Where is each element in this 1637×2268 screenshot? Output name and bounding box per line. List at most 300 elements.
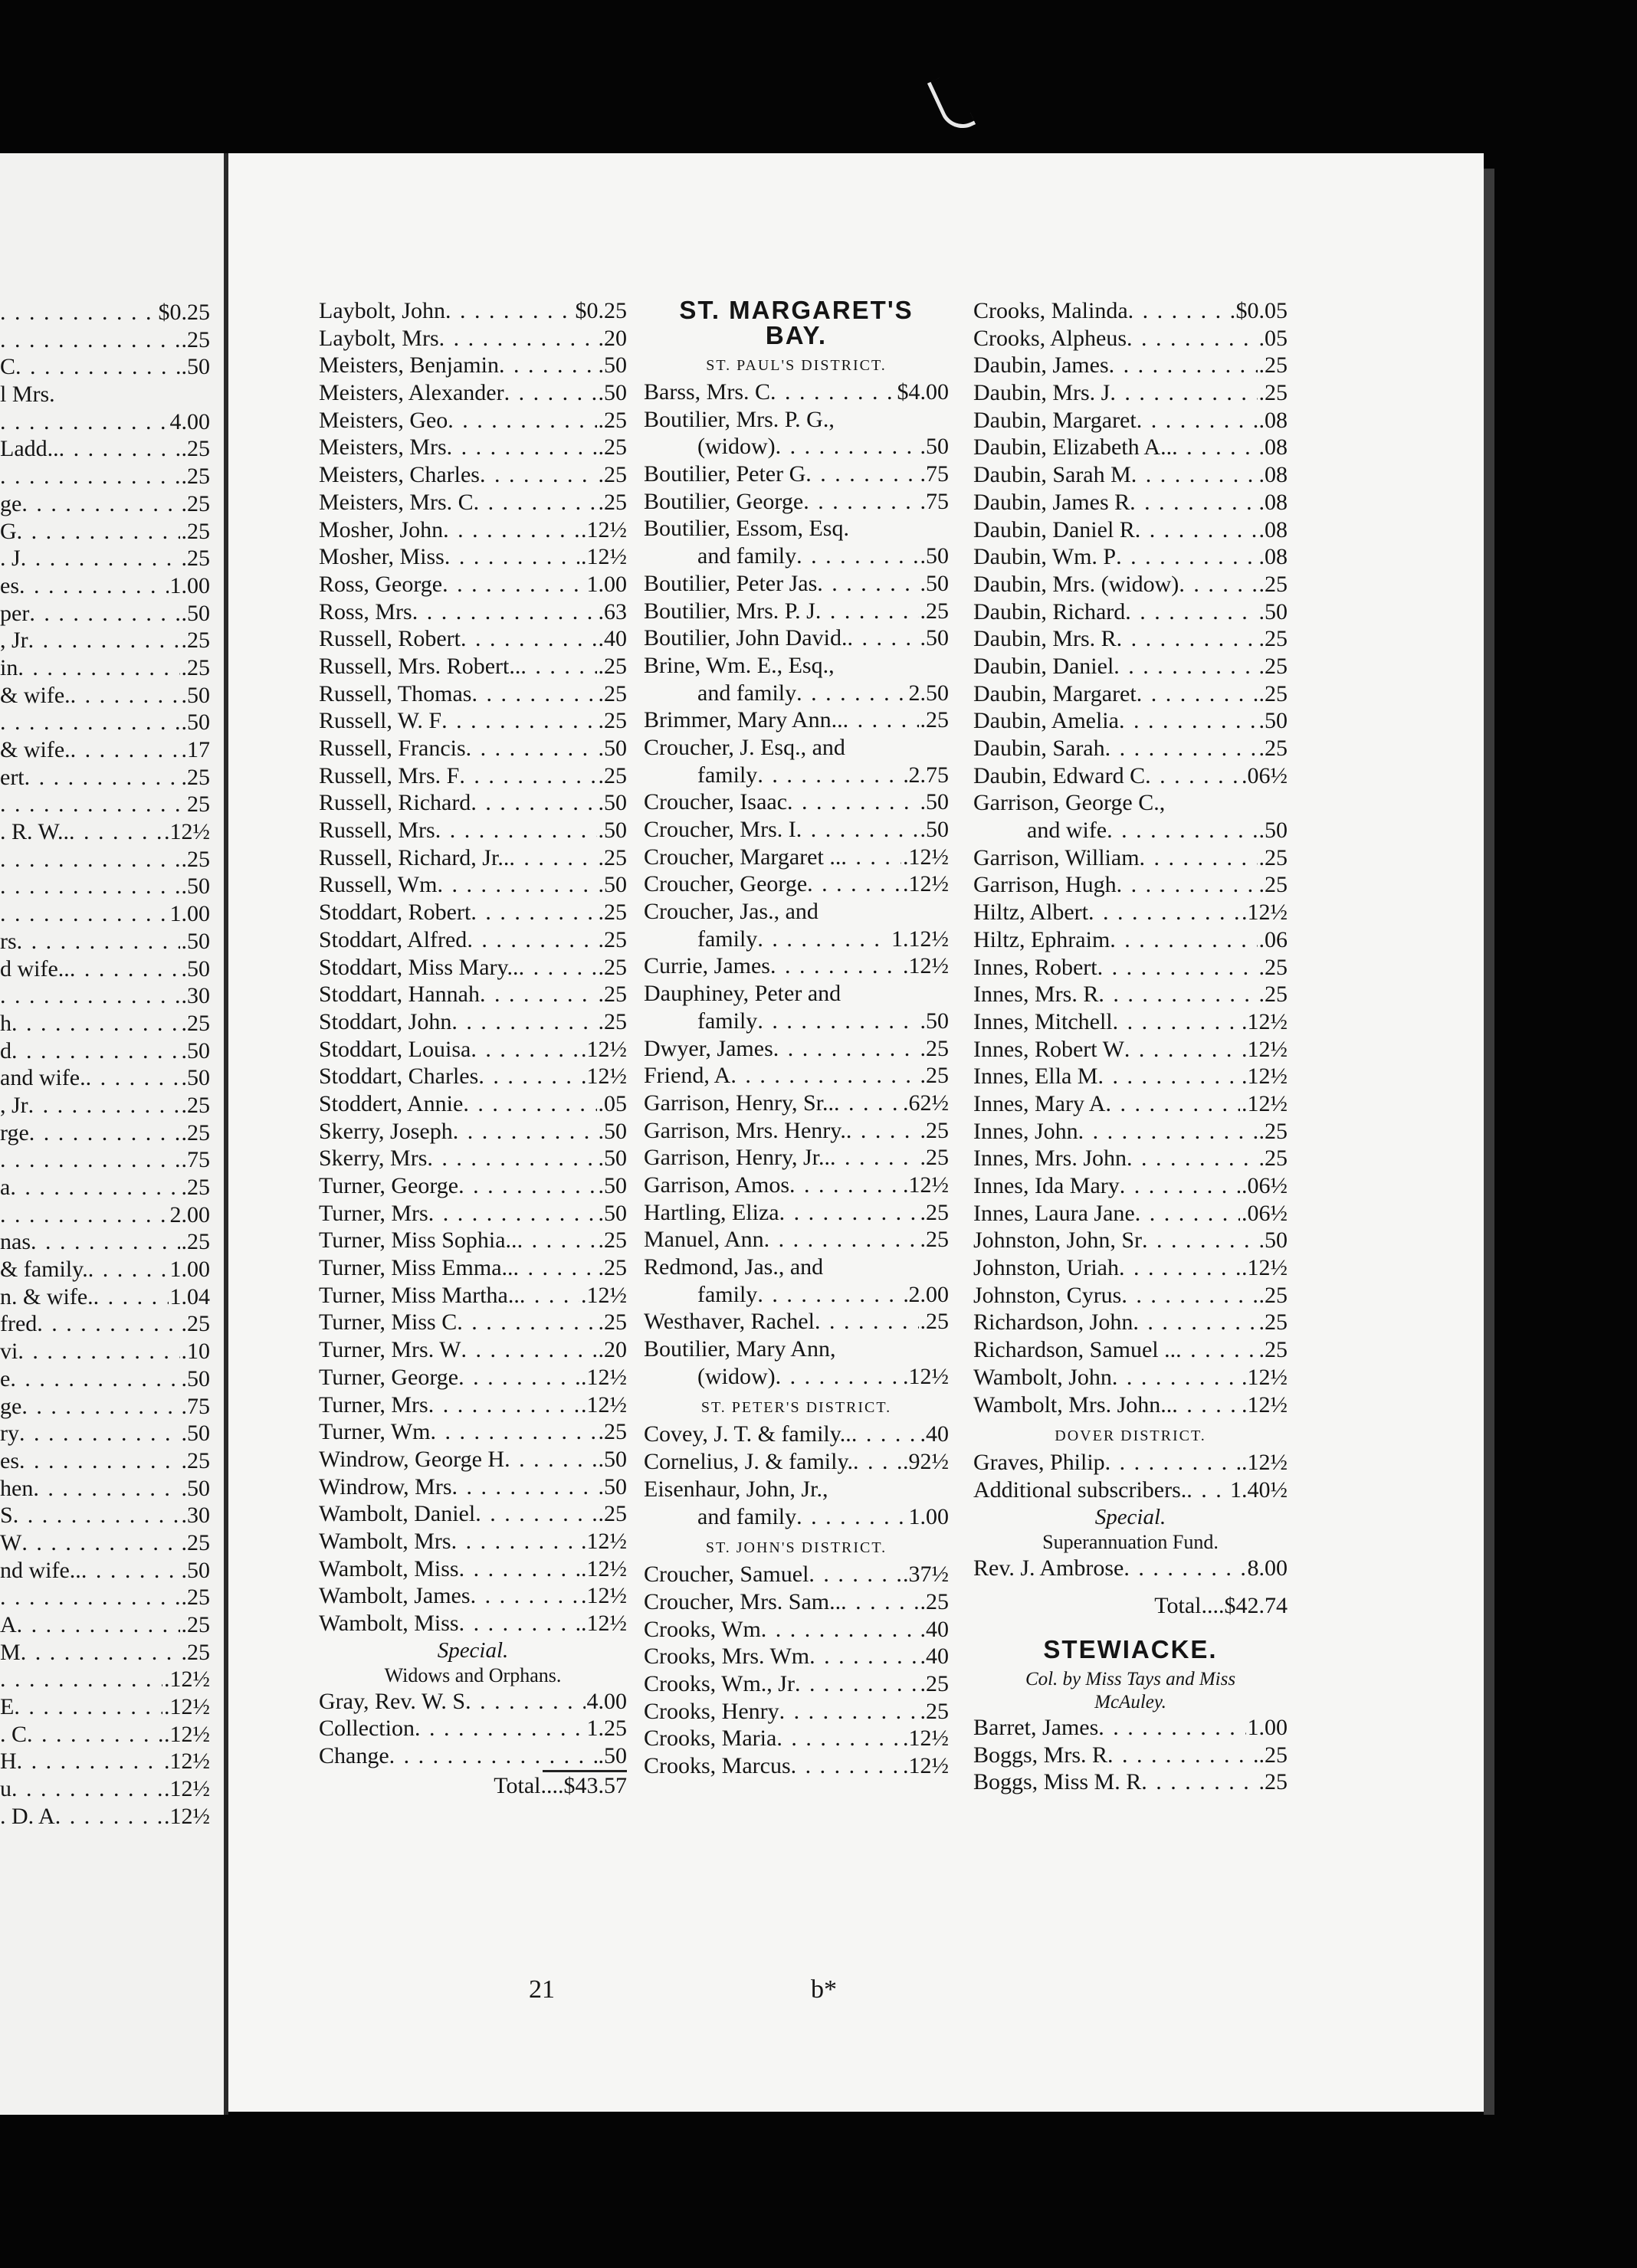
entry-amount: .08 xyxy=(1258,489,1288,515)
entry-name: Friend, A xyxy=(644,1063,731,1089)
list-item xyxy=(319,899,627,926)
entry-name: family xyxy=(697,926,758,952)
entry-name: Daubin, Margaret xyxy=(973,407,1137,433)
entry-amount: .40 xyxy=(598,626,627,652)
entry-name: Crooks, Maria xyxy=(644,1726,777,1752)
list-item xyxy=(644,1698,949,1726)
list-item xyxy=(0,1201,210,1229)
entry-amount: .50 xyxy=(920,817,949,842)
entry-name: Ladd.. xyxy=(0,436,59,462)
entry-amount: .50 xyxy=(181,354,210,380)
entry-amount: .25 xyxy=(181,1010,210,1036)
entry-name: Ross, George xyxy=(319,571,443,597)
leader-dots xyxy=(451,1528,579,1555)
leader-dots xyxy=(480,461,597,489)
leader-dots xyxy=(809,1561,901,1588)
leader-dots xyxy=(19,1447,180,1475)
total-amount: $43.57 xyxy=(563,1772,627,1798)
leader-dots xyxy=(1135,516,1258,544)
entry-amount: .12½ xyxy=(164,1721,210,1747)
entry-name: Meisters, Alexander xyxy=(319,380,504,406)
entry-name: M xyxy=(0,1639,21,1665)
leader-dots xyxy=(21,545,180,572)
leader-dots xyxy=(457,1309,596,1336)
leader-dots xyxy=(445,297,574,325)
entry-name: Innes, Ida Mary xyxy=(973,1173,1120,1198)
entry-amount: 1.00 xyxy=(169,1257,210,1283)
entry-name: Turner, George xyxy=(319,1173,459,1198)
entry-amount: .25 xyxy=(1258,1769,1288,1795)
entry-amount: .12½ xyxy=(164,1749,210,1775)
list-item xyxy=(319,653,627,680)
column-3 xyxy=(973,297,1288,1796)
entry-name: Stoddart, Louisa xyxy=(319,1036,471,1062)
leader-dots xyxy=(28,1092,180,1119)
entry-name: Innes, John xyxy=(973,1118,1078,1144)
list-item xyxy=(0,1803,210,1830)
entry-amount: .30 xyxy=(181,983,210,1009)
right-page xyxy=(228,153,1484,2112)
leader-dots xyxy=(17,1611,180,1639)
entry-amount: .50 xyxy=(920,434,949,460)
entry-amount: .08 xyxy=(1258,407,1288,433)
entry-amount: .30 xyxy=(181,1503,210,1529)
total-line xyxy=(973,1592,1288,1620)
leader-dots xyxy=(71,682,180,710)
ink-blot-mark xyxy=(927,72,976,136)
stewiacke-heading: STEWIACKE. xyxy=(1043,1634,1218,1663)
list-item xyxy=(973,762,1288,790)
list-item xyxy=(973,461,1288,489)
entry-amount: .92½ xyxy=(903,1449,949,1475)
list-item xyxy=(0,381,210,408)
list-item xyxy=(973,434,1288,461)
entry-amount: .50 xyxy=(598,1173,627,1198)
entry-name: Turner, Miss Martha.. xyxy=(319,1282,520,1308)
leader-dots xyxy=(1140,844,1258,872)
list-item xyxy=(0,490,210,518)
collector-note: Col. by Miss Tays and Miss McAuley. xyxy=(1025,1668,1236,1712)
leader-dots xyxy=(0,900,169,928)
leader-dots xyxy=(0,299,157,326)
leader-dots xyxy=(10,1174,179,1201)
entry-name: Croucher, Samuel xyxy=(644,1562,809,1588)
column-3-entries xyxy=(973,297,1288,1418)
entry-name: Boutilier, Mrs. P. J xyxy=(644,598,815,624)
entry-amount: .40 xyxy=(920,1421,949,1447)
list-item xyxy=(319,1688,627,1716)
list-item xyxy=(644,1476,949,1503)
list-item xyxy=(973,1036,1288,1064)
list-item xyxy=(0,600,210,628)
list-item xyxy=(319,1528,627,1555)
entry-amount: $0.05 xyxy=(1235,298,1288,323)
entry-amount: 1.00 xyxy=(586,571,627,597)
column-1 xyxy=(319,297,627,1799)
entry-amount: 1.00 xyxy=(169,901,210,927)
leader-dots xyxy=(453,1118,597,1145)
leader-dots xyxy=(59,435,180,463)
entry-amount: .50 xyxy=(920,543,949,569)
leader-dots xyxy=(1117,625,1258,653)
list-item xyxy=(0,1119,210,1147)
entry-name: Russell, Thomas xyxy=(319,680,472,706)
entry-name: C xyxy=(0,354,16,380)
leader-dots xyxy=(441,707,596,735)
entry-amount: .12½ xyxy=(903,844,949,870)
entry-name: Innes, Mrs. R xyxy=(973,982,1099,1008)
leader-dots xyxy=(1114,653,1257,680)
leader-dots xyxy=(0,463,180,490)
list-item xyxy=(644,1008,949,1035)
entry-name: Innes, Robert xyxy=(973,954,1097,980)
list-item xyxy=(0,299,210,326)
entry-amount: .25 xyxy=(181,1639,210,1665)
list-item xyxy=(319,1036,627,1064)
list-item xyxy=(319,1582,627,1610)
entry-amount: .50 xyxy=(920,625,949,651)
entry-name: Croucher, Mrs. I xyxy=(644,817,796,842)
entry-amount: .50 xyxy=(181,1065,210,1091)
entry-name: . R. W.. xyxy=(0,819,70,845)
entry-amount: .25 xyxy=(181,1585,210,1611)
list-item xyxy=(319,1391,627,1419)
leader-dots xyxy=(0,846,180,873)
list-item xyxy=(644,1172,949,1199)
list-item xyxy=(644,1117,949,1145)
list-item xyxy=(0,1393,210,1421)
list-item xyxy=(319,1254,627,1282)
list-item xyxy=(319,1500,627,1528)
entry-amount: .25 xyxy=(920,598,949,624)
entry-name: Daubin, Mrs. R xyxy=(973,626,1117,652)
list-item xyxy=(973,817,1288,844)
entry-amount: .50 xyxy=(181,710,210,736)
entry-amount: .50 xyxy=(181,1037,210,1064)
entry-amount: .20 xyxy=(598,1337,627,1363)
list-item xyxy=(0,846,210,873)
list-item xyxy=(973,1555,1288,1582)
list-item xyxy=(0,1420,210,1447)
list-item xyxy=(319,1200,627,1227)
list-item xyxy=(644,1281,949,1309)
list-item xyxy=(0,1146,210,1174)
entry-amount: $0.25 xyxy=(158,300,210,325)
list-item xyxy=(0,1748,210,1775)
entry-name: Meisters, Benjamin xyxy=(319,352,499,379)
list-item xyxy=(973,1118,1288,1145)
entry-name: Change xyxy=(319,1743,389,1769)
list-item xyxy=(319,1118,627,1145)
list-item xyxy=(0,682,210,710)
entry-amount: .25 xyxy=(1258,1742,1288,1768)
list-item xyxy=(0,982,210,1010)
entry-amount: .12½ xyxy=(581,1611,627,1636)
entry-amount: .25 xyxy=(920,1063,949,1089)
list-item xyxy=(0,1283,210,1311)
leader-dots xyxy=(471,789,596,817)
entry-amount: .12½ xyxy=(1242,1008,1288,1034)
entry-name: Russell, W. F xyxy=(319,708,442,734)
entry-amount: .75 xyxy=(920,461,949,487)
leader-dots xyxy=(513,1254,597,1282)
list-item xyxy=(973,1254,1288,1282)
entry-name: Eisenhaur, John, Jr., xyxy=(644,1476,828,1502)
leader-dots xyxy=(499,352,597,379)
entry-name: Garrison, Hugh xyxy=(973,872,1117,898)
entry-amount: .25 xyxy=(181,326,210,352)
leader-dots xyxy=(817,570,918,598)
entry-amount: .62½ xyxy=(903,1090,949,1116)
list-item xyxy=(644,980,949,1008)
entry-amount: .75 xyxy=(181,1147,210,1173)
list-item xyxy=(0,900,210,928)
entry-amount: .25 xyxy=(598,708,627,734)
list-item xyxy=(319,817,627,844)
list-item xyxy=(973,1449,1288,1476)
leader-dots xyxy=(847,624,918,652)
leader-dots xyxy=(442,571,585,598)
leader-dots xyxy=(28,627,180,654)
entry-amount: .25 xyxy=(1258,1337,1288,1363)
list-item xyxy=(319,1309,627,1336)
leader-dots xyxy=(445,543,579,571)
entry-name: Rev. J. Ambrose xyxy=(973,1555,1124,1581)
entry-name: Laybolt, John xyxy=(319,298,445,323)
leader-dots xyxy=(11,1775,162,1803)
page-edge-shadow xyxy=(1484,169,1494,2115)
entry-amount: .12½ xyxy=(581,1583,627,1609)
entry-amount: 1.12½ xyxy=(891,926,949,952)
left-page-column xyxy=(0,299,210,1830)
list-item xyxy=(0,1092,210,1119)
column-2 xyxy=(644,297,949,1780)
entry-amount: .50 xyxy=(181,1475,210,1501)
entry-name: Daubin, Mrs. (widow) xyxy=(973,571,1179,597)
leader-dots xyxy=(1130,489,1257,516)
list-item xyxy=(0,326,210,354)
entry-name: Russell, Robert xyxy=(319,626,461,652)
entry-amount: $4.00 xyxy=(897,379,949,405)
leader-dots xyxy=(776,433,919,460)
leader-dots xyxy=(761,1616,919,1644)
entry-name: family xyxy=(697,1281,758,1307)
list-item xyxy=(644,898,949,926)
list-item xyxy=(0,818,210,846)
entry-amount: .50 xyxy=(598,736,627,761)
leader-dots xyxy=(0,1584,180,1611)
list-item xyxy=(644,1588,949,1616)
entry-amount: 4.00 xyxy=(169,408,210,434)
leader-dots xyxy=(1112,1364,1240,1391)
list-item xyxy=(319,625,627,653)
entry-name: Covey, J. T. & family.. xyxy=(644,1421,851,1447)
entry-name: Garrison, Mrs. Henry. xyxy=(644,1117,846,1143)
entry-amount: .25 xyxy=(181,628,210,654)
leader-dots xyxy=(520,1282,579,1309)
leader-dots xyxy=(21,1529,179,1557)
st-margarets-bay-heading: ST. MARGARET'S BAY. xyxy=(679,296,914,349)
entry-amount: .50 xyxy=(181,1365,210,1391)
entry-amount: .25 xyxy=(181,1229,210,1255)
entry-amount: 1.25 xyxy=(586,1716,627,1742)
entry-amount: .25 xyxy=(1258,736,1288,761)
entry-amount: .25 xyxy=(181,1447,210,1473)
entry-name: Croucher, Isaac xyxy=(644,789,788,815)
entry-name: vi xyxy=(0,1339,18,1365)
entry-amount: .50 xyxy=(920,789,949,815)
leader-dots xyxy=(796,816,919,844)
list-item xyxy=(319,543,627,571)
leader-dots xyxy=(15,353,179,381)
list-item xyxy=(973,1742,1288,1769)
leader-dots xyxy=(1141,1768,1257,1796)
entry-amount: .25 xyxy=(1258,571,1288,597)
list-item xyxy=(319,1610,627,1637)
entry-name: Meisters, Mrs xyxy=(319,434,447,460)
entry-amount: 1.00 xyxy=(908,1503,949,1529)
leader-dots xyxy=(0,1201,169,1229)
entry-amount: .12½ xyxy=(164,1803,210,1829)
leader-dots xyxy=(18,654,179,682)
list-item xyxy=(0,1256,210,1283)
entry-name: Daubin, Richard xyxy=(973,598,1126,624)
leader-dots xyxy=(458,1364,579,1391)
entry-name: hen xyxy=(0,1475,34,1501)
entry-name: & wife. xyxy=(0,682,71,708)
list-item xyxy=(0,955,210,983)
st-pauls-entries xyxy=(644,379,949,1390)
entry-amount: .08 xyxy=(1258,434,1288,460)
leader-dots xyxy=(1179,571,1257,598)
leader-dots xyxy=(757,1281,907,1309)
leader-dots xyxy=(776,1725,901,1752)
entry-amount: .12½ xyxy=(581,1555,627,1581)
entry-amount: 8.00 xyxy=(1247,1555,1288,1581)
entry-amount: .12½ xyxy=(581,516,627,542)
list-item xyxy=(0,1529,210,1557)
list-item xyxy=(319,379,627,407)
entry-name: Turner, Mrs xyxy=(319,1391,428,1418)
leader-dots xyxy=(461,1336,596,1364)
leader-dots xyxy=(428,1391,579,1419)
entry-amount: .08 xyxy=(1258,516,1288,542)
entry-name: Russell, Mrs. F xyxy=(319,762,460,788)
list-item xyxy=(973,1008,1288,1036)
leader-dots xyxy=(730,1062,918,1090)
list-item xyxy=(644,652,949,680)
st-peters-district-heading: ST. PETER'S DISTRICT. xyxy=(700,1399,892,1417)
list-item xyxy=(973,954,1288,982)
list-item xyxy=(319,844,627,872)
entry-amount: .12½ xyxy=(1242,1255,1288,1281)
st-johns-entries xyxy=(644,1561,949,1780)
entry-name: Stoddart, Robert xyxy=(319,900,471,926)
entry-name: & family. xyxy=(0,1257,88,1283)
entry-name: Stoddert, Annie xyxy=(319,1090,464,1116)
entry-name: Garrison, Henry, Jr.. xyxy=(644,1145,831,1171)
entry-name: G xyxy=(0,518,17,544)
leader-dots xyxy=(1078,1118,1258,1145)
entry-amount: .25 xyxy=(181,1311,210,1337)
entry-name: Hartling, Eliza xyxy=(644,1199,779,1225)
list-item xyxy=(0,764,210,792)
entry-name: es xyxy=(0,572,19,598)
entry-amount: .12½ xyxy=(903,953,949,979)
list-item xyxy=(644,788,949,816)
entry-name: Barret, James xyxy=(973,1714,1099,1740)
leader-dots xyxy=(471,1036,579,1064)
entry-amount: .25 xyxy=(181,436,210,462)
list-item xyxy=(644,844,949,871)
list-item xyxy=(0,545,210,572)
leader-dots xyxy=(71,736,180,764)
leader-dots xyxy=(770,379,895,406)
entry-amount: .12½ xyxy=(903,1726,949,1752)
list-item xyxy=(319,1364,627,1391)
leader-dots xyxy=(21,490,179,518)
entry-name: Stoddart, Alfred xyxy=(319,926,467,952)
list-item xyxy=(644,706,949,734)
list-item xyxy=(644,406,949,434)
leader-dots xyxy=(37,1310,179,1338)
leader-dots xyxy=(11,1010,180,1037)
entry-name: Dwyer, James xyxy=(644,1035,773,1061)
list-item xyxy=(319,516,627,544)
entry-name: nd wife.. xyxy=(0,1557,81,1583)
entry-name: Additional subscribers. xyxy=(973,1476,1187,1503)
entry-amount: .12½ xyxy=(164,1694,210,1720)
entry-name: Wambolt, Mrs. John.. xyxy=(973,1391,1173,1418)
entry-name: Manuel, Ann xyxy=(644,1227,764,1253)
st-johns-district-heading: ST. JOHN'S DISTRICT. xyxy=(705,1539,887,1557)
entry-name: Meisters, Mrs. C xyxy=(319,489,474,515)
entry-name: Innes, Mary A xyxy=(973,1090,1106,1116)
leader-dots xyxy=(1105,735,1258,762)
entry-amount: .25 xyxy=(920,1227,949,1253)
entry-name: Crooks, Alpheus xyxy=(973,325,1127,351)
leader-dots xyxy=(21,1639,180,1667)
entry-name: family xyxy=(697,1008,758,1034)
dover-entries xyxy=(973,1449,1288,1503)
entry-amount: .37½ xyxy=(903,1562,949,1588)
list-item xyxy=(973,598,1288,626)
list-item xyxy=(319,297,627,325)
entry-amount: .25 xyxy=(1258,626,1288,652)
leader-dots xyxy=(1137,407,1258,434)
entry-name: Wambolt, James xyxy=(319,1583,471,1609)
entry-name: and family xyxy=(697,680,797,706)
list-item xyxy=(644,542,949,570)
leader-dots xyxy=(841,1588,918,1616)
list-item xyxy=(644,734,949,762)
list-item xyxy=(973,1336,1288,1364)
entry-amount: .12½ xyxy=(903,1363,949,1389)
leader-dots xyxy=(1110,379,1257,407)
entry-name: Boutilier, Mrs. P. G., xyxy=(644,406,835,432)
leader-dots xyxy=(520,653,596,680)
list-item xyxy=(644,460,949,488)
leader-dots xyxy=(29,600,179,628)
list-item xyxy=(973,707,1288,735)
entry-amount: .25 xyxy=(1258,872,1288,898)
leader-dots xyxy=(770,952,901,980)
list-item xyxy=(0,654,210,682)
entry-name: e xyxy=(0,1365,11,1391)
leader-dots xyxy=(86,1064,180,1092)
entry-name: and family xyxy=(697,1503,797,1529)
list-item xyxy=(0,1338,210,1365)
